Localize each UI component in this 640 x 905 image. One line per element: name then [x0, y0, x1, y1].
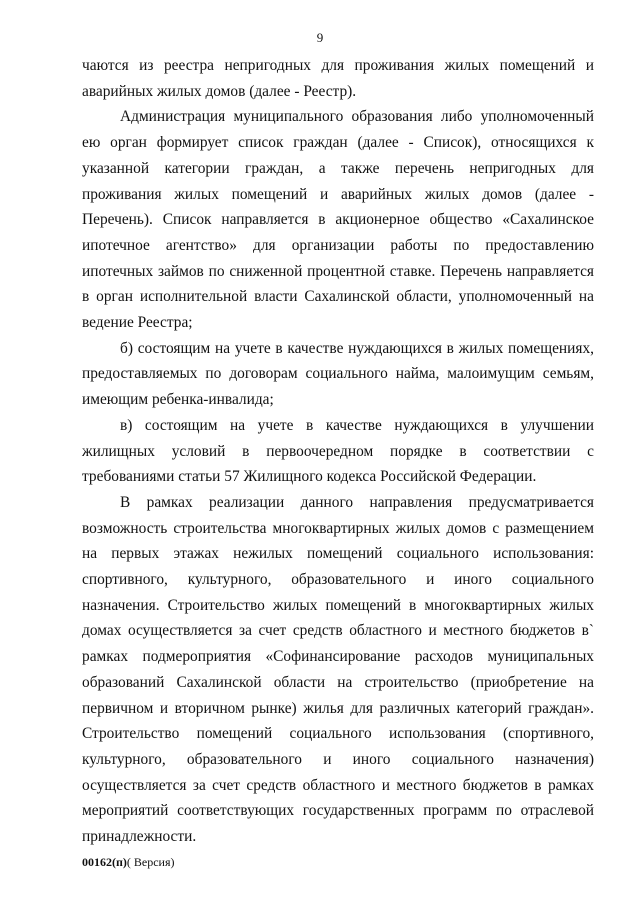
paragraph-continuation: чаются из реестра непригодных для проживания жилых помещений и аварийных жилых домов (далее - Реестр). [82, 57, 594, 100]
document-footer [82, 855, 175, 870]
document-body [82, 53, 594, 850]
paragraph-direction-implementation: В рамках реализации данного направления предусматривается возможность строительства многоквартирных жилых домов с размещением на первых этажах нежилых помещений социального использования: спортивного, культурного, образовательного и иного социального назначения. Строительство жилых помещений в многоквартирных жилых домах осуществляется за счет средств областного и местного бюджетов в` рамках подмероприятия «Софинансирование расходов муниципальных образований Сахалинской области на строительство (приобретение на первичном и вторичном рынке) жилья для различных категорий граждан». Строительство помещений социального использования (спортивного, культурного, образовательного и иного социального назначения) осуществляется за счет средств областного и местного бюджетов в рамках мероприятий соответствующих государственных программ по отраслевой принадлежности. [82, 493, 594, 846]
paragraph-item-b: б) состоящим на учете в качестве нуждающихся в жилых помещениях, предоставляемых по договорам социального найма, малоимущим семьям, имеющим ребенка-инвалида; [82, 339, 594, 409]
document-code: 00162(п) [82, 855, 127, 869]
paragraph-administration-list: Администрация муниципального образования либо уполномоченный ею орган формирует список граждан (далее - Список), относящихся к указанной категории граждан, а также перечень непригодных для проживания жилых помещений и аварийных жилых домов (далее - Перечень). Список направляется в акционерное общество «Сахалинское ипотечное агентство» для организации работы по предоставлению ипотечных займов по сниженной процентной ставке. Перечень направляется в орган исполнительной власти Сахалинской области, уполномоченный на ведение Реестра; [82, 108, 594, 332]
document-version: ( Версия) [126, 855, 175, 869]
page-number: 9 [316, 30, 324, 45]
paragraph-item-v: в) состоящим на учете в качестве нуждающихся в улучшении жилищных условий в первоочередном порядке в соответствии с требованиями статьи 57 Жилищного кодекса Российской Федерации. [82, 416, 594, 486]
